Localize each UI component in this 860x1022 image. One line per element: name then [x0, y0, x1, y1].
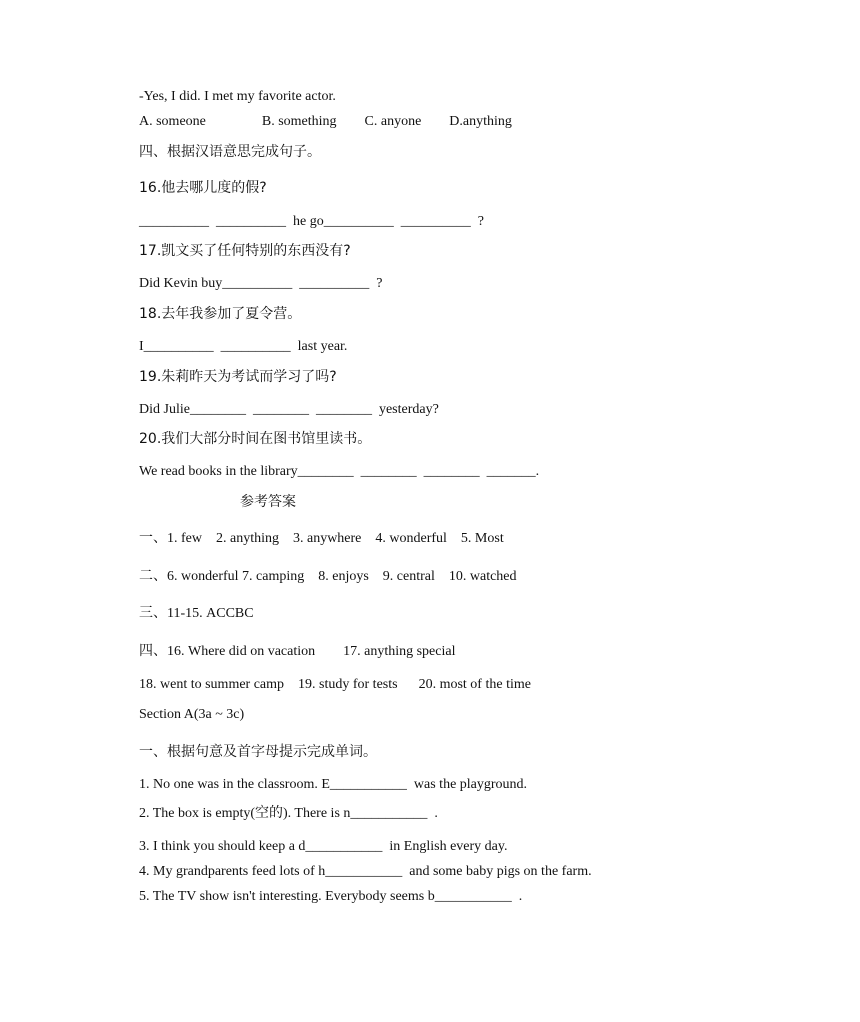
- exercise-heading: 一、根据句意及首字母提示完成单词。: [139, 744, 377, 760]
- exercise-item-4: 4. My grandparents feed lots of h___________ and some baby pigs on the farm.: [139, 864, 592, 879]
- question-19-blanks: Did Julie________ ________ ________ yesterday?: [139, 402, 439, 417]
- answer-key-part-4-continued: 18. went to summer camp 19. study for tests 20. most of the time: [139, 677, 531, 692]
- exercise-item-5: 5. The TV show isn't interesting. Everybody seems b___________ .: [139, 889, 523, 904]
- question-18-blanks: I__________ __________ last year.: [139, 339, 348, 354]
- exercise-item-1: 1. No one was in the classroom. E___________ was the playground.: [139, 777, 528, 792]
- question-18-prompt: 18.去年我参加了夏令营。: [139, 306, 302, 322]
- exercise-item-2: 2. The box is empty(空的). There is n___________ .: [139, 806, 438, 821]
- choice-options-line: A. someone B. something C. anyone D.anything: [139, 114, 512, 129]
- answer-key-part-4: 四、16. Where did on vacation 17. anything special: [139, 644, 456, 659]
- exercise-item-3: 3. I think you should keep a d___________ in English every day.: [139, 839, 508, 854]
- dialogue-answer-line: -Yes, I did. I met my favorite actor.: [139, 89, 336, 104]
- answer-key-heading: 参考答案: [240, 494, 296, 510]
- question-17-prompt: 17.凯文买了任何特别的东西没有?: [139, 243, 351, 259]
- answer-key-part-3: 三、11-15. ACCBC: [139, 606, 254, 621]
- section-title: Section A(3a ~ 3c): [139, 707, 245, 722]
- question-20-prompt: 20.我们大部分时间在图书馆里读书。: [139, 431, 372, 447]
- question-16-blanks: __________ __________ he go__________ __________ ?: [139, 214, 484, 229]
- question-17-blanks: Did Kevin buy__________ __________ ?: [139, 276, 383, 291]
- question-19-prompt: 19.朱莉昨天为考试而学习了吗?: [139, 369, 337, 385]
- answer-key-part-1: 一、1. few 2. anything 3. anywhere 4. wonderful 5. Most: [139, 531, 504, 546]
- answer-key-part-2: 二、6. wonderful 7. camping 8. enjoys 9. central 10. watched: [139, 569, 517, 584]
- question-16-prompt: 16.他去哪儿度的假?: [139, 180, 267, 196]
- section-heading-translate: 四、根据汉语意思完成句子。: [139, 144, 321, 160]
- question-20-blanks: We read books in the library________ ________ ________ _______.: [139, 464, 540, 479]
